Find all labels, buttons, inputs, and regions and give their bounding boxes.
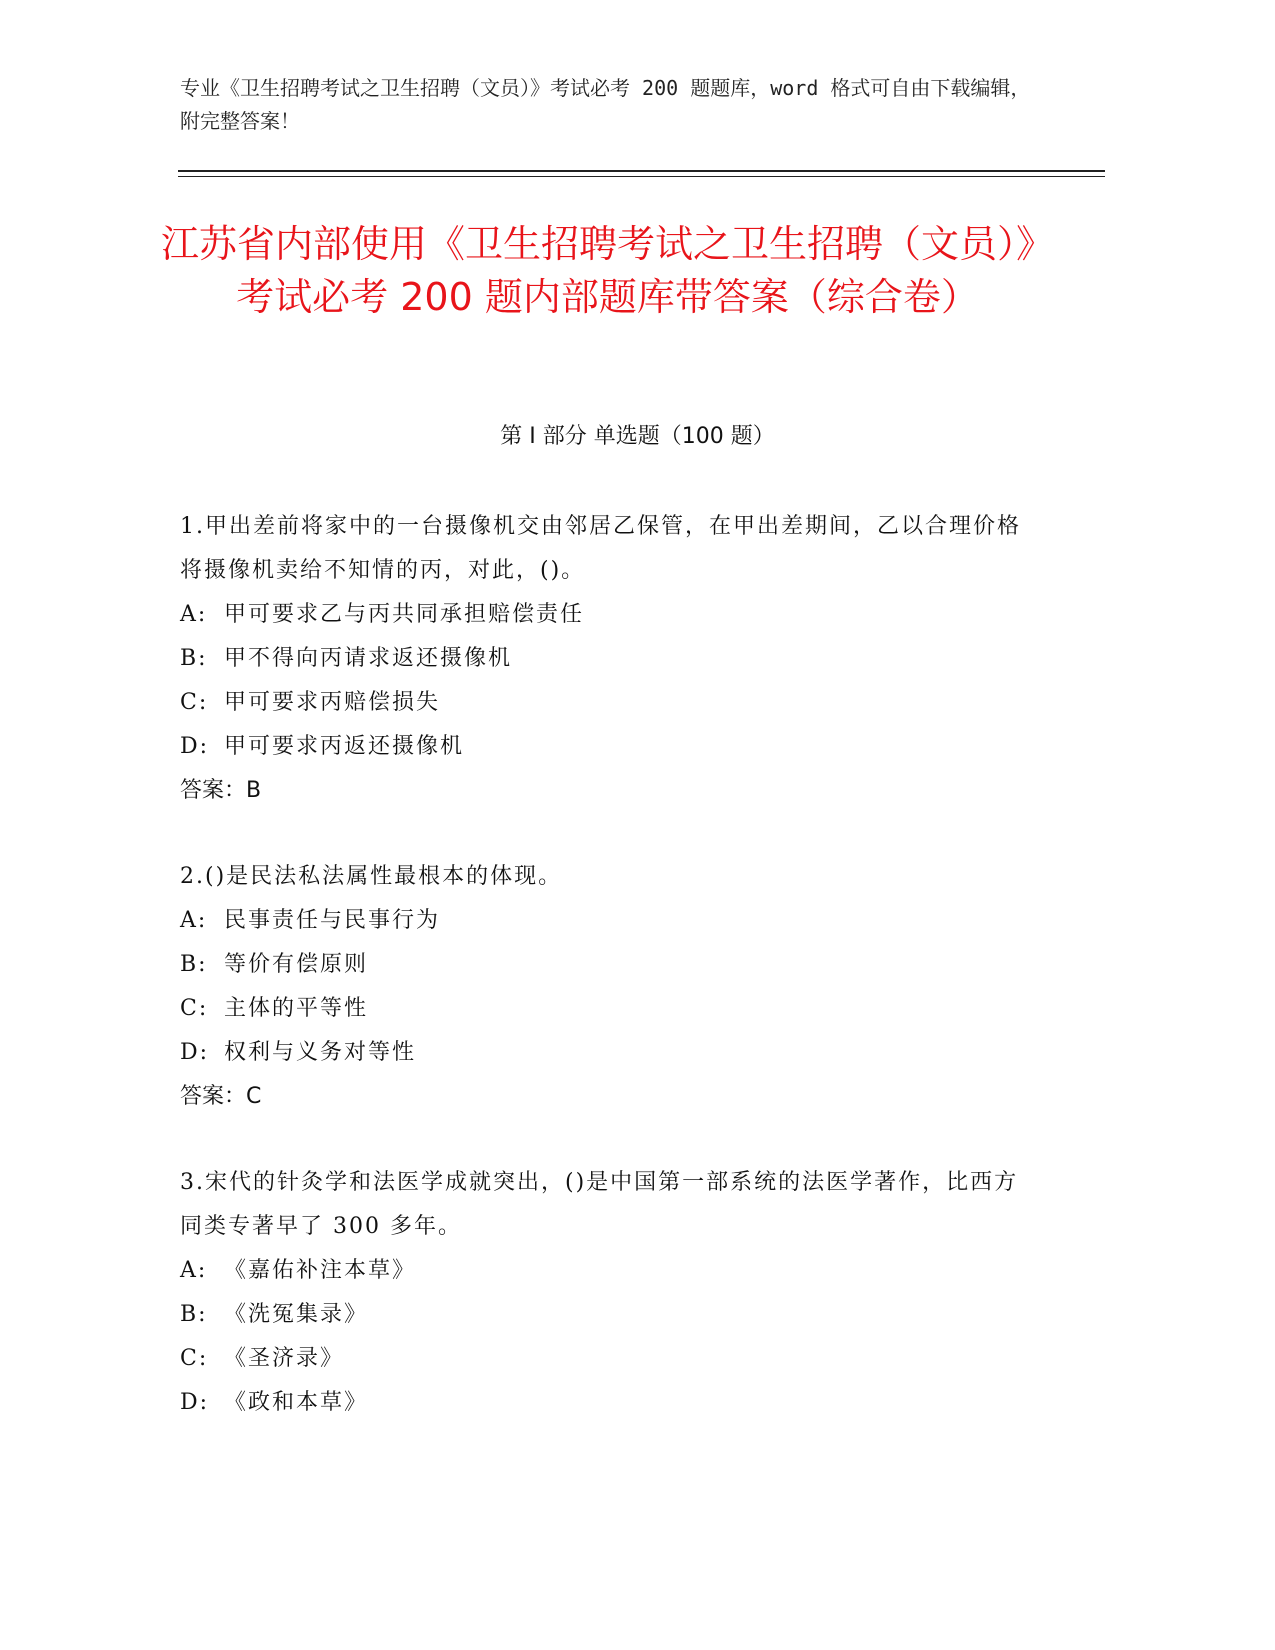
option-text: 《嘉佑补注本草》 <box>224 1258 417 1283</box>
option-text: 《政和本草》 <box>224 1390 369 1415</box>
option-a <box>180 1249 1030 1293</box>
question-answer: 答案：C <box>180 1084 262 1109</box>
question-3 <box>180 1161 1030 1425</box>
option-text: 甲可要求丙返还摄像机 <box>224 734 465 759</box>
option-letter: B: <box>180 646 208 671</box>
section-heading: 第 I 部分 单选题（100 题） <box>500 424 775 449</box>
option-letter: A: <box>180 908 208 933</box>
question-stem: 3.宋代的针灸学和法医学成就突出，()是中国第一部系统的法医学著作，比西方同类专著早了 300 多年。 <box>180 1170 1019 1239</box>
option-text: 等价有偿原则 <box>224 952 369 977</box>
header-note: 专业《卫生招聘考试之卫生招聘（文员）》考试必考 200 题题库，word 格式可自由下载编辑，附完整答案！ <box>180 76 1031 133</box>
header-divider <box>178 170 1105 172</box>
option-letter: D: <box>180 1040 210 1065</box>
option-text: 甲可要求丙赔偿损失 <box>224 690 441 715</box>
option-letter: B: <box>180 952 208 977</box>
option-b <box>180 943 1030 987</box>
option-text: 《洗冤集录》 <box>224 1302 369 1327</box>
question-answer: 答案：B <box>180 778 262 803</box>
option-letter: D: <box>180 734 210 759</box>
option-text: 《圣济录》 <box>224 1346 345 1371</box>
option-letter: C: <box>180 996 209 1021</box>
option-text: 权利与义务对等性 <box>224 1040 417 1065</box>
option-letter: B: <box>180 1302 208 1327</box>
option-letter: D: <box>180 1390 210 1415</box>
question-list <box>180 505 1030 1467</box>
option-c <box>180 1337 1030 1381</box>
option-text: 民事责任与民事行为 <box>224 908 441 933</box>
option-d <box>180 725 1030 769</box>
option-letter: C: <box>180 690 209 715</box>
option-a <box>180 899 1030 943</box>
option-text: 甲可要求乙与丙共同承担赔偿责任 <box>224 602 585 627</box>
option-d <box>180 1381 1030 1425</box>
document-title: 江苏省内部使用《卫生招聘考试之卫生招聘（文员）》考试必考 200 题内部题库带答案（综合卷） <box>160 222 1054 319</box>
option-b <box>180 1293 1030 1337</box>
option-letter: C: <box>180 1346 209 1371</box>
option-letter: A: <box>180 1258 208 1283</box>
question-2 <box>180 855 1030 1119</box>
option-text: 甲不得向丙请求返还摄像机 <box>224 646 513 671</box>
option-d <box>180 1031 1030 1075</box>
option-a <box>180 593 1030 637</box>
header-divider-thin <box>178 176 1105 177</box>
option-b <box>180 637 1030 681</box>
option-c <box>180 987 1030 1031</box>
question-stem: 1.甲出差前将家中的一台摄像机交由邻居乙保管，在甲出差期间，乙以合理价格将摄像机卖给不知情的丙，对此，()。 <box>180 514 1021 583</box>
question-1 <box>180 505 1030 813</box>
option-text: 主体的平等性 <box>224 996 369 1021</box>
option-c <box>180 681 1030 725</box>
option-letter: A: <box>180 602 208 627</box>
question-stem: 2.()是民法私法属性最根本的体现。 <box>180 864 563 889</box>
